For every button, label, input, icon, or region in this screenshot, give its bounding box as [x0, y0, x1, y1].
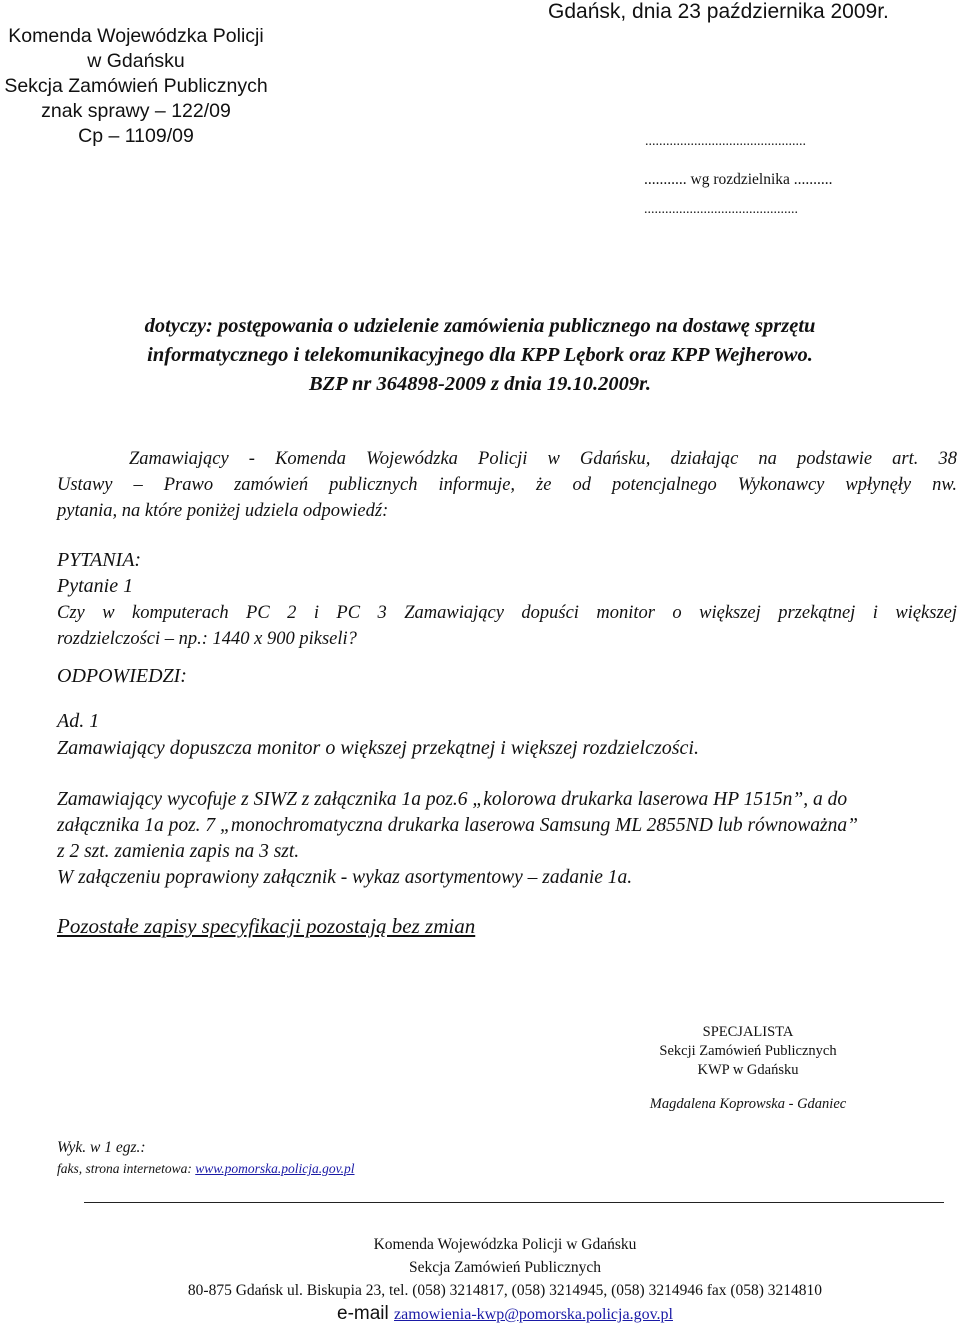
footer-divider	[84, 1202, 944, 1203]
question-line: rozdzielczości – np.: 1440 x 900 pikseli?	[57, 629, 357, 649]
question-line: Czy w komputerach PC 2 i PC 3 Zamawiający dopuści monitor o większej przekątnej i większej	[57, 603, 957, 623]
answers-heading: ODPOWIEDZI:	[57, 665, 187, 687]
signature-line: Sekcji Zamówień Publicznych	[659, 1043, 837, 1059]
footer-address: 80-875 Gdańsk ul. Biskupia 23, tel. (058) 3214817, (058) 3214945, (058) 3214946 fax (058) 3214810	[187, 1282, 823, 1299]
sender-line: Sekcja Zamówień Publicznych	[4, 75, 268, 97]
footer-line: Komenda Wojewódzka Policji w Gdańsku	[373, 1236, 637, 1253]
answer-line: Zamawiający wycofuje z SIWZ z załącznika 1a poz.6 „kolorowa drukarka laserowa HP 1515n”, a do	[57, 789, 848, 810]
footer-line: Sekcja Zamówień Publicznych	[409, 1259, 601, 1276]
address-placeholder: ............................................	[644, 202, 798, 217]
intro-paragraph	[57, 446, 957, 524]
case-number: znak sprawy – 122/09	[41, 100, 231, 122]
address-placeholder: ..............................................	[645, 134, 806, 149]
subject-line: informatycznego i telekomunikacyjnego dla KPP Lębork oraz KPP Wejherowo.	[147, 344, 813, 366]
question-1-text	[57, 600, 957, 652]
sender-line: w Gdańsku	[87, 50, 185, 72]
signature-line: KWP w Gdańsku	[697, 1062, 799, 1078]
footer-email-line	[0, 1302, 960, 1326]
email-link[interactable]: zamowienia-kwp@pomorska.policja.gov.pl	[394, 1306, 673, 1323]
answer-line: z 2 szt. zamienia zapis na 3 szt.	[57, 841, 300, 862]
subject	[90, 312, 870, 399]
case-number: Cp – 1109/09	[78, 125, 194, 147]
answer-change-paragraph	[57, 787, 957, 891]
website-link[interactable]: www.pomorska.policja.gov.pl	[195, 1161, 355, 1176]
answer-line: W załączeniu poprawiony załącznik - wykaz asortymentowy – zadanie 1a.	[57, 867, 633, 888]
questions-heading: PYTANIA:	[57, 549, 142, 571]
recipients-label: faks, strona internetowa:	[57, 1161, 196, 1176]
subject-line: dotyczy: postępowania o udzielenie zamówienia publicznego na dostawę sprzętu	[144, 315, 816, 337]
distribution-line: ........... wg rozdzielnika ..........	[644, 171, 833, 188]
subject-line: BZP nr 364898-2009 z dnia 19.10.2009r.	[308, 373, 652, 395]
footer	[0, 1233, 960, 1326]
question-1-heading: Pytanie 1	[57, 575, 134, 597]
sender-block	[0, 24, 272, 149]
signatory-name: Magdalena Koprowska - Gdaniec	[649, 1096, 847, 1112]
copies-note: Wyk. w 1 egz.:	[57, 1139, 146, 1156]
closing-statement: Pozostałe zapisy specyfikacji pozostają bez zmian	[57, 914, 476, 938]
answer-line: załącznika 1a poz. 7 „monochromatyczna drukarka laserowa Samsung ML 2855ND lub równoważna”	[57, 815, 858, 836]
answer-1-heading: Ad. 1	[57, 710, 100, 732]
intro-line: pytania, na które poniżej udziela odpowiedź:	[57, 501, 389, 521]
signature-block	[600, 1023, 896, 1080]
intro-line: Zamawiający - Komenda Wojewódzka Policji w Gdańsku, działając na podstawie art. 38	[129, 449, 957, 469]
recipients-note	[57, 1161, 355, 1177]
letter-date: Gdańsk, dnia 23 października 2009r.	[548, 0, 889, 23]
sender-line: Komenda Wojewódzka Policji	[8, 25, 264, 47]
signature-title: SPECJALISTA	[702, 1024, 794, 1040]
intro-line: Ustawy – Prawo zamówień publicznych informuje, że od potencjalnego Wykonawcy wpłynęły nw.	[57, 475, 957, 495]
answer-1-text: Zamawiający dopuszcza monitor o większej przekątnej i większej rozdzielczości.	[57, 737, 699, 759]
email-label: e-mail	[337, 1303, 395, 1324]
